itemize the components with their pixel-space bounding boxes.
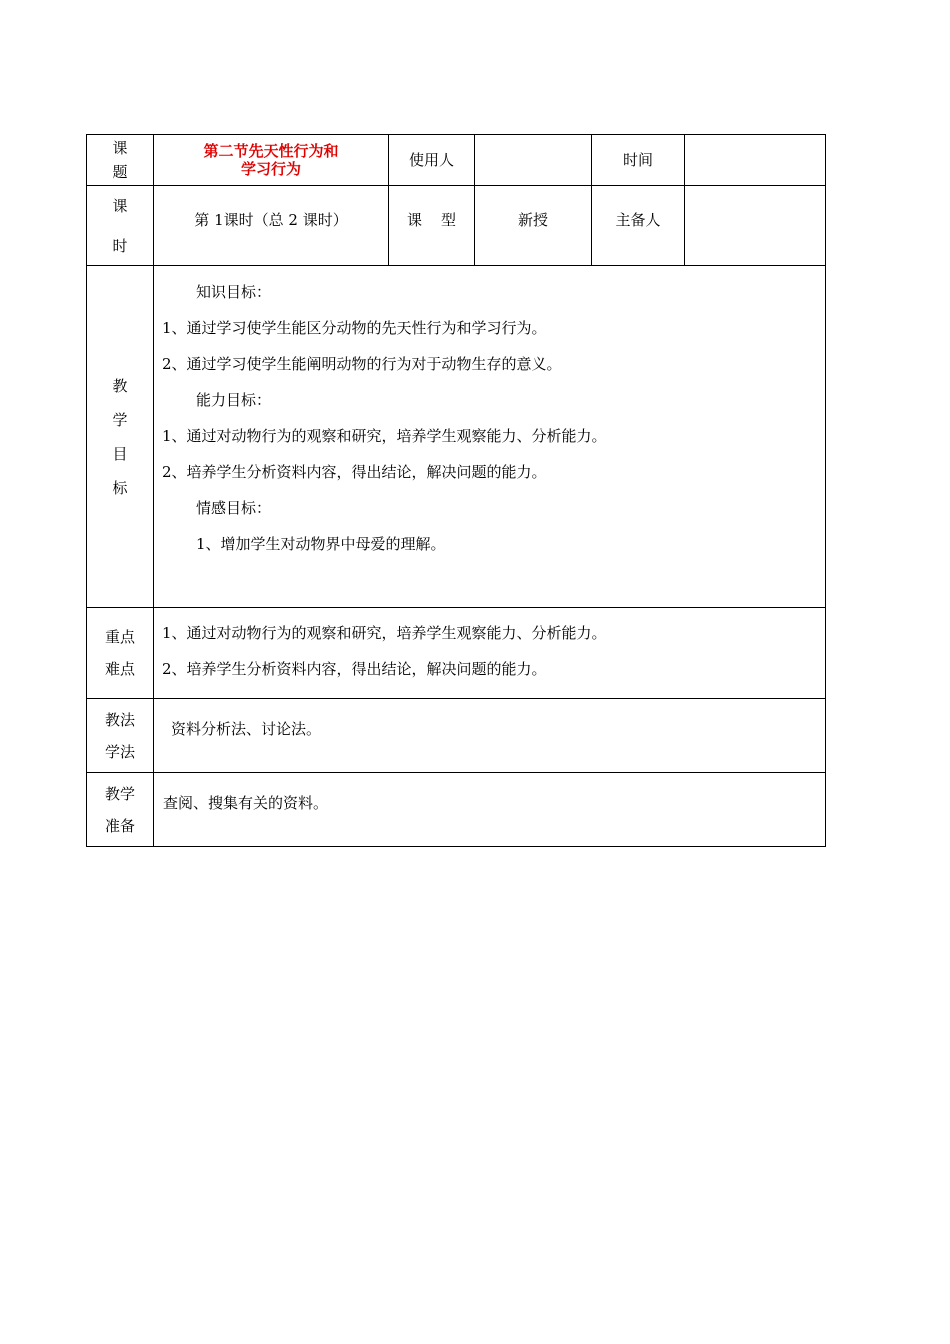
objectives-content <box>154 266 826 608</box>
lesson-type-value: 新授 <box>475 186 592 266</box>
lead-preparer-value <box>685 186 826 266</box>
lesson-plan-table <box>86 134 826 847</box>
knowledge-item-2: 2、通过学习使学生能阐明动物的行为对于动物生存的意义。 <box>162 355 562 373</box>
objectives-label-char-1: 教 <box>112 376 128 395</box>
topic-label-cell <box>87 135 154 186</box>
user-value <box>475 135 592 186</box>
key-points-label-line-2: 难点 <box>104 660 135 678</box>
emotion-item-1: 1、增加学生对动物界中母爱的理解。 <box>196 535 446 553</box>
topic-label-char-1: 课 <box>112 139 128 157</box>
key-point-2: 2、培养学生分析资料内容，得出结论，解决问题的能力。 <box>162 660 547 678</box>
lesson-title-line-1: 第二节先天性行为和 <box>203 142 339 160</box>
key-points-content <box>154 608 826 699</box>
ability-item-1: 1、通过对动物行为的观察和研究，培养学生观察能力、分析能力。 <box>162 427 607 445</box>
knowledge-heading: 知识目标： <box>196 283 272 301</box>
time-value <box>685 135 826 186</box>
preparation-content: 查阅、搜集有关的资料。 <box>154 773 826 847</box>
period-label-char-1: 课 <box>112 196 128 215</box>
key-points-label-cell <box>87 608 154 699</box>
period-value: 第 1课时（总 2 课时） <box>154 186 389 266</box>
time-label: 时间 <box>592 135 685 186</box>
lead-preparer-label: 主备人 <box>592 186 685 266</box>
emotion-heading: 情感目标： <box>196 499 272 517</box>
knowledge-item-1: 1、通过学习使学生能区分动物的先天性行为和学习行为。 <box>162 319 547 337</box>
preparation-label-line-2: 准备 <box>104 816 135 835</box>
preparation-label-cell <box>87 773 154 847</box>
methods-label-line-1: 教法 <box>104 710 135 729</box>
methods-content: 资料分析法、讨论法。 <box>154 699 826 773</box>
period-row <box>87 186 826 266</box>
key-points-row <box>87 608 826 699</box>
ability-heading: 能力目标： <box>196 391 272 409</box>
objectives-label-char-4: 标 <box>112 478 128 497</box>
methods-label-line-2: 学法 <box>104 742 135 761</box>
objectives-row <box>87 266 826 608</box>
ability-item-2: 2、培养学生分析资料内容，得出结论，解决问题的能力。 <box>162 463 547 481</box>
lesson-type-label: 课 型 <box>389 186 475 266</box>
objectives-label-char-2: 学 <box>112 410 128 429</box>
topic-label-char-2: 题 <box>112 163 128 181</box>
objectives-label-char-3: 目 <box>112 444 128 463</box>
topic-row <box>87 135 826 186</box>
user-label: 使用人 <box>389 135 475 186</box>
methods-label-cell <box>87 699 154 773</box>
key-point-1: 1、通过对动物行为的观察和研究，培养学生观察能力、分析能力。 <box>162 624 607 642</box>
period-label-cell <box>87 186 154 266</box>
preparation-row <box>87 773 826 847</box>
lesson-title-cell <box>154 135 389 186</box>
lesson-title-line-2: 学习行为 <box>240 160 301 178</box>
period-label-char-2: 时 <box>112 236 128 255</box>
key-points-label-line-1: 重点 <box>104 628 135 646</box>
methods-row <box>87 699 826 773</box>
objectives-label-cell <box>87 266 154 608</box>
preparation-label-line-1: 教学 <box>104 784 135 803</box>
